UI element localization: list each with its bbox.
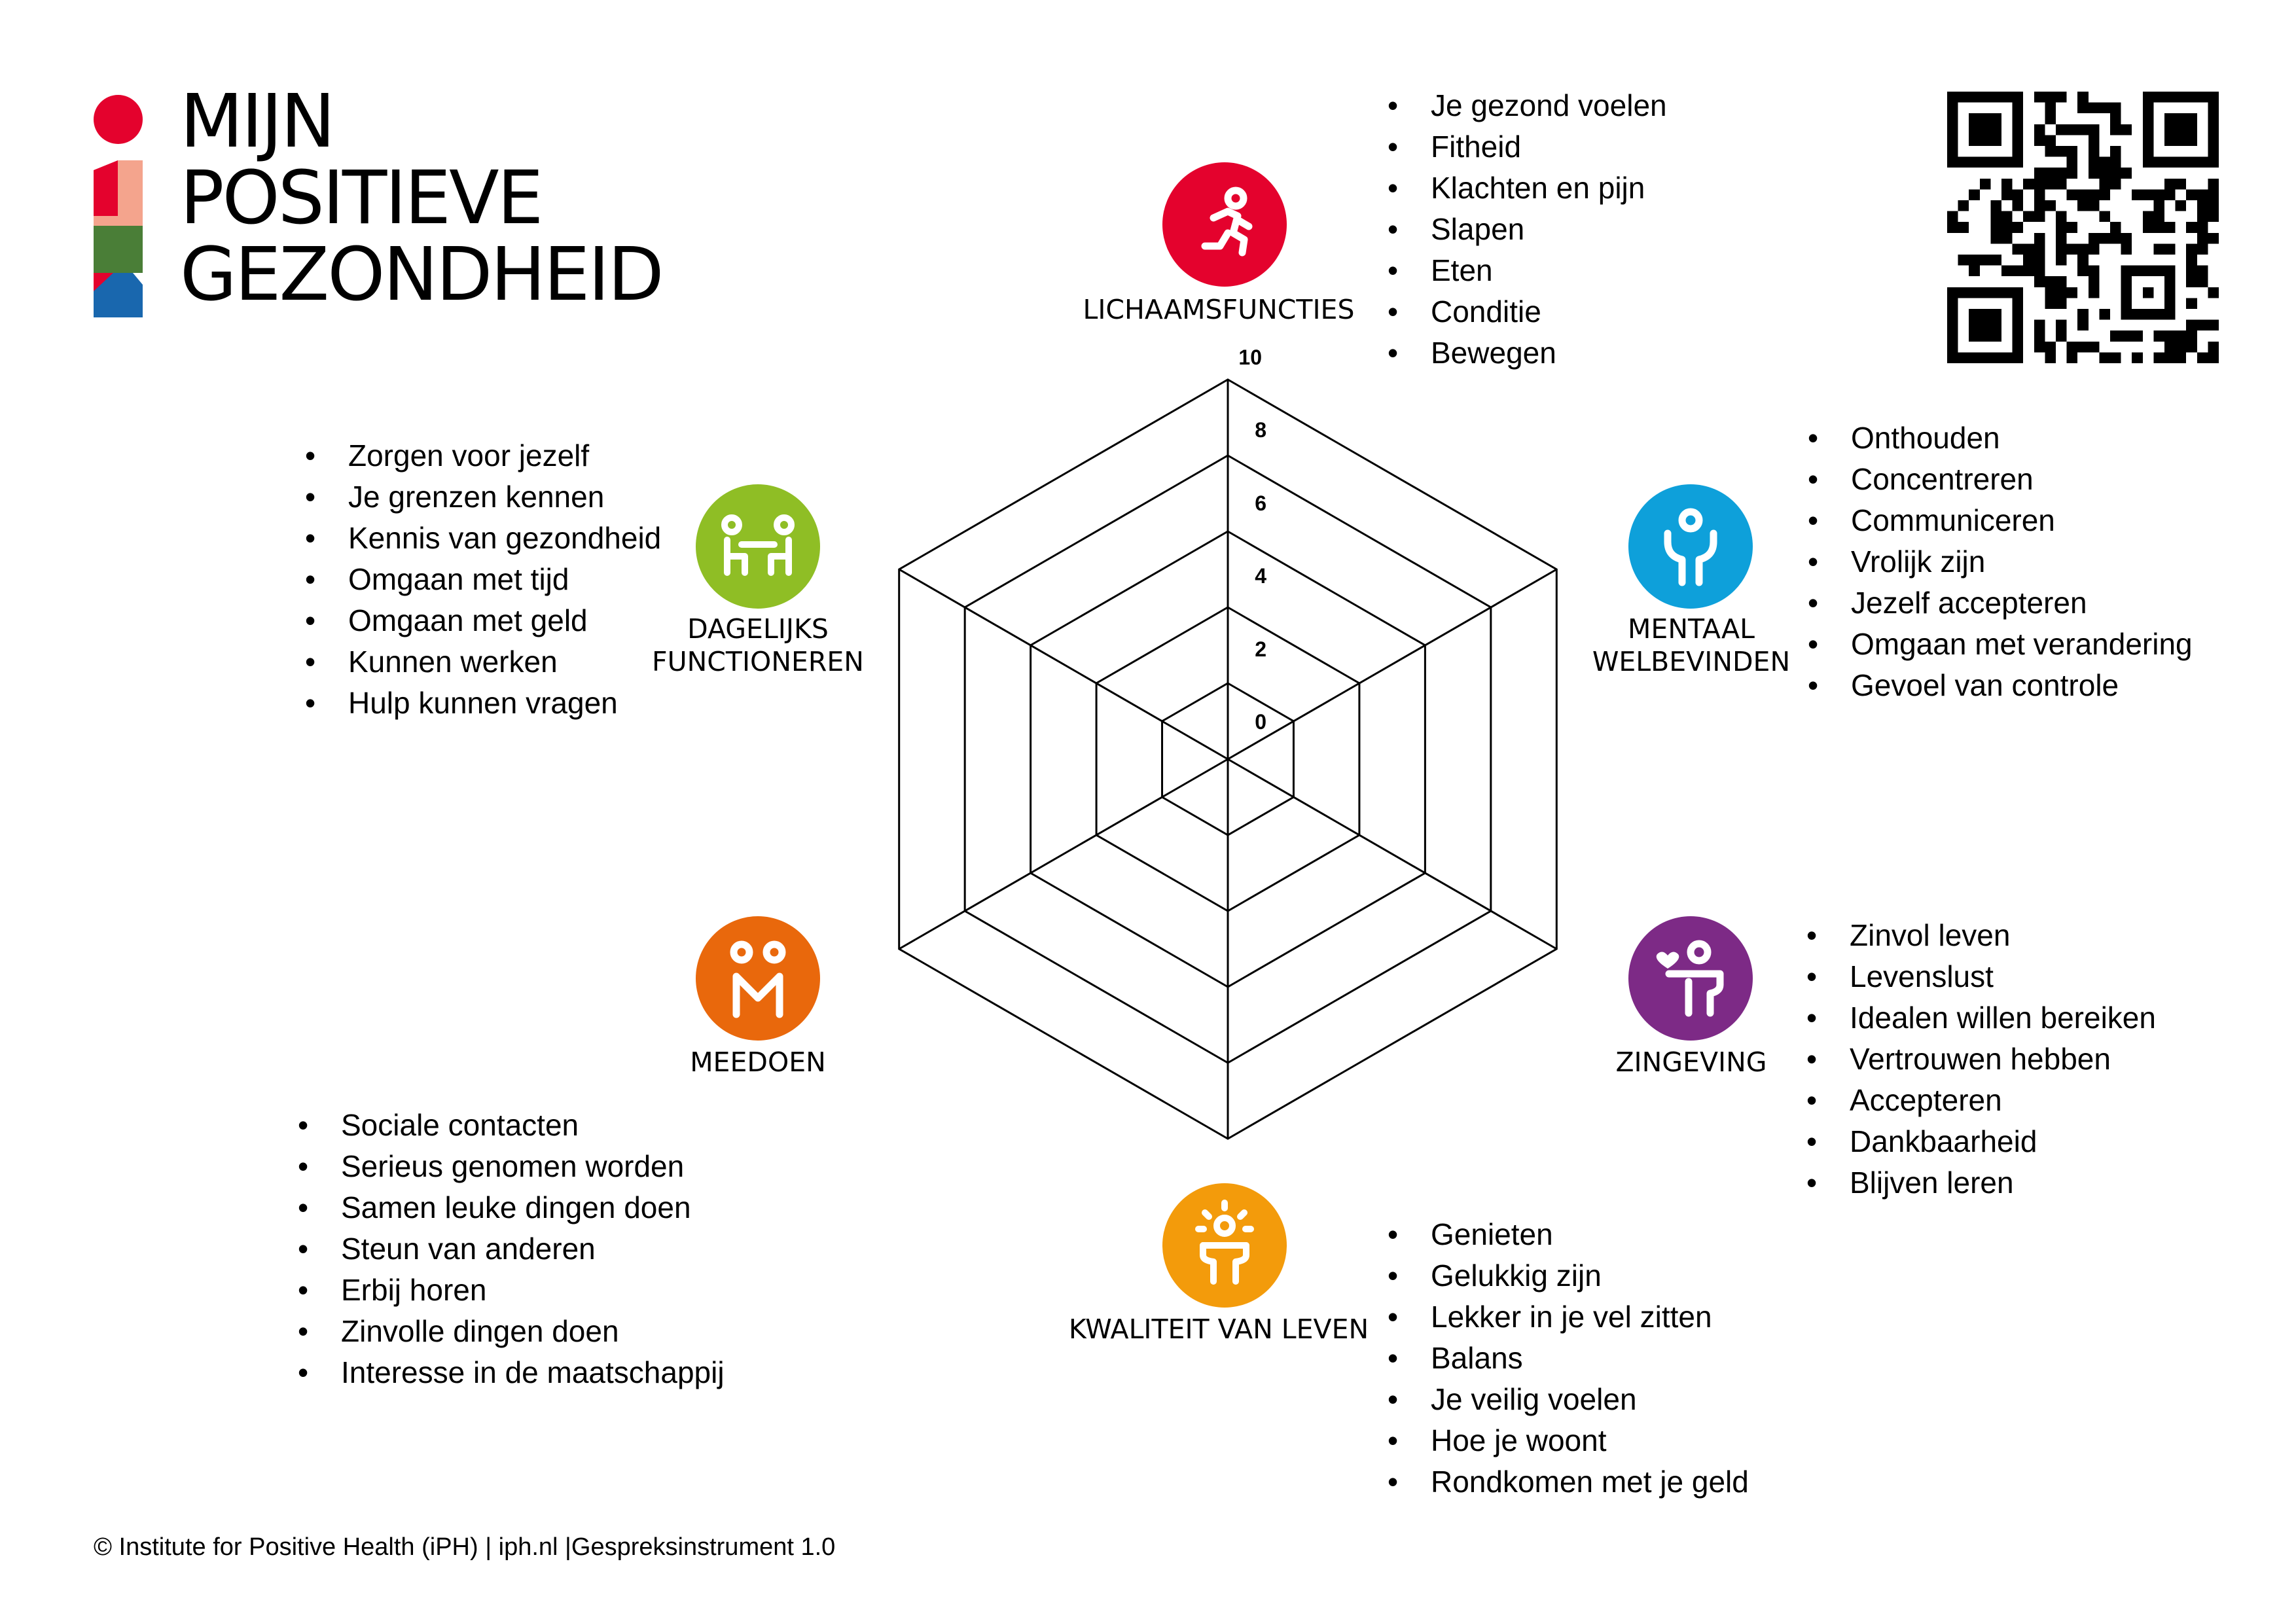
- logo-dot: [94, 95, 143, 144]
- list-item: • Slapen: [1388, 209, 1667, 250]
- kwaliteit-van-leven-label: KWALITEIT VAN LEVEN: [1068, 1313, 1369, 1345]
- footer-copyright: © Institute for Positive Health (iPH) | iph.nl |Gespreksinstrument 1.0: [94, 1533, 836, 1561]
- meedoen-list: [298, 1105, 725, 1393]
- list-item: • Jezelf accepteren: [1808, 582, 2193, 624]
- list-item: • Gelukkig zijn: [1388, 1255, 1749, 1296]
- shining-person-icon: [1162, 1183, 1287, 1308]
- dagelijks-functioneren-list: [305, 435, 661, 724]
- list-item: • Je gezond voelen: [1388, 85, 1667, 126]
- list-item: • Levenslust: [1806, 956, 2156, 997]
- list-item: • Concentreren: [1808, 459, 2193, 500]
- dagelijks-functioneren-label: DAGELIJKS FUNCTIONEREN: [652, 613, 864, 677]
- person-heart-icon: [1628, 916, 1753, 1041]
- list-item: • Idealen willen bereiken: [1806, 997, 2156, 1039]
- list-item: • Accepteren: [1806, 1080, 2156, 1121]
- lichaamsfuncties-list: [1388, 85, 1667, 374]
- qr-code[interactable]: [1947, 92, 2219, 363]
- list-item: • Je veilig voelen: [1388, 1379, 1749, 1420]
- list-item: • Conditie: [1388, 291, 1667, 332]
- tick-label-2: 2: [1255, 637, 1266, 661]
- list-item: • Lekker in je vel zitten: [1388, 1296, 1749, 1338]
- list-item: • Erbij horen: [298, 1270, 725, 1311]
- mentaal-welbevinden-list: [1808, 418, 2193, 706]
- list-item: • Kennis van gezondheid: [305, 518, 661, 559]
- list-item: • Blijven leren: [1806, 1162, 2156, 1204]
- list-item: • Kunnen werken: [305, 641, 661, 683]
- list-item: • Omgaan met geld: [305, 600, 661, 641]
- zingeving-badge[interactable]: [1628, 916, 1753, 1041]
- list-item: • Hoe je woont: [1388, 1420, 1749, 1461]
- list-item: • Sociale contacten: [298, 1105, 725, 1146]
- list-item: • Onthouden: [1808, 418, 2193, 459]
- list-item: • Zinvolle dingen doen: [298, 1311, 725, 1352]
- list-item: • Vertrouwen hebben: [1806, 1039, 2156, 1080]
- list-item: • Bewegen: [1388, 332, 1667, 374]
- list-item: • Je grenzen kennen: [305, 476, 661, 518]
- list-item: • Vrolijk zijn: [1808, 541, 2193, 582]
- list-item: • Dankbaarheid: [1806, 1121, 2156, 1162]
- radar-spoke: [1228, 759, 1556, 949]
- logo-band-green: [94, 226, 143, 273]
- list-item: • Eten: [1388, 250, 1667, 291]
- tick-label-0: 0: [1255, 710, 1266, 734]
- kwaliteit-van-leven-badge[interactable]: [1162, 1183, 1287, 1308]
- zingeving-list: [1806, 915, 2156, 1204]
- list-item: • Interesse in de maatschappij: [298, 1352, 725, 1393]
- logo-line-3: GEZONDHEID: [180, 232, 662, 317]
- running-person-icon: [1162, 162, 1287, 287]
- list-item: • Klachten en pijn: [1388, 168, 1667, 209]
- radar-chart: [851, 353, 1571, 1165]
- radar-spoke: [899, 759, 1228, 949]
- raised-arms-person-icon: [1628, 484, 1753, 609]
- list-item: • Gevoel van controle: [1808, 665, 2193, 706]
- list-item: • Rondkomen met je geld: [1388, 1461, 1749, 1503]
- list-item: • Zorgen voor jezelf: [305, 435, 661, 476]
- lichaamsfuncties-label: LICHAAMSFUNCTIES: [1083, 294, 1355, 325]
- radar-spoke: [899, 569, 1228, 759]
- list-item: • Steun van anderen: [298, 1228, 725, 1270]
- list-item: • Fitheid: [1388, 126, 1667, 168]
- list-item: • Balans: [1388, 1338, 1749, 1379]
- two-people-icon: [696, 916, 820, 1041]
- logo-band-red: [94, 160, 118, 216]
- tick-label-6: 6: [1255, 491, 1266, 515]
- dagelijks-functioneren-badge[interactable]: [696, 484, 820, 609]
- tick-label-10: 10: [1238, 346, 1262, 369]
- lichaamsfuncties-badge[interactable]: [1162, 162, 1287, 287]
- tick-label-8: 8: [1255, 418, 1266, 442]
- two-people-table-icon: [696, 484, 820, 609]
- radar-spoke: [1228, 569, 1556, 759]
- logo-title: [180, 79, 662, 317]
- list-item: • Genieten: [1388, 1214, 1749, 1255]
- list-item: • Omgaan met verandering: [1808, 624, 2193, 665]
- list-item: • Hulp kunnen vragen: [305, 683, 661, 724]
- mentaal-welbevinden-label: MENTAAL WELBEVINDEN: [1592, 613, 1791, 677]
- kwaliteit-van-leven-list: [1388, 1214, 1749, 1503]
- list-item: • Omgaan met tijd: [305, 559, 661, 600]
- logo-line-2: POSITIEVE: [180, 156, 542, 241]
- list-item: • Serieus genomen worden: [298, 1146, 725, 1187]
- meedoen-label: MEEDOEN: [690, 1046, 826, 1078]
- logo: [94, 95, 143, 317]
- meedoen-badge[interactable]: [696, 916, 820, 1041]
- mentaal-welbevinden-badge[interactable]: [1628, 484, 1753, 609]
- list-item: • Communiceren: [1808, 500, 2193, 541]
- tick-label-4: 4: [1255, 564, 1266, 588]
- logo-line-1: MIJN: [180, 79, 334, 164]
- list-item: • Samen leuke dingen doen: [298, 1187, 725, 1228]
- qr-code-icon: [1947, 92, 2219, 363]
- logo-mark-icon: [94, 95, 143, 317]
- list-item: • Zinvol leven: [1806, 915, 2156, 956]
- zingeving-label: ZINGEVING: [1615, 1046, 1767, 1078]
